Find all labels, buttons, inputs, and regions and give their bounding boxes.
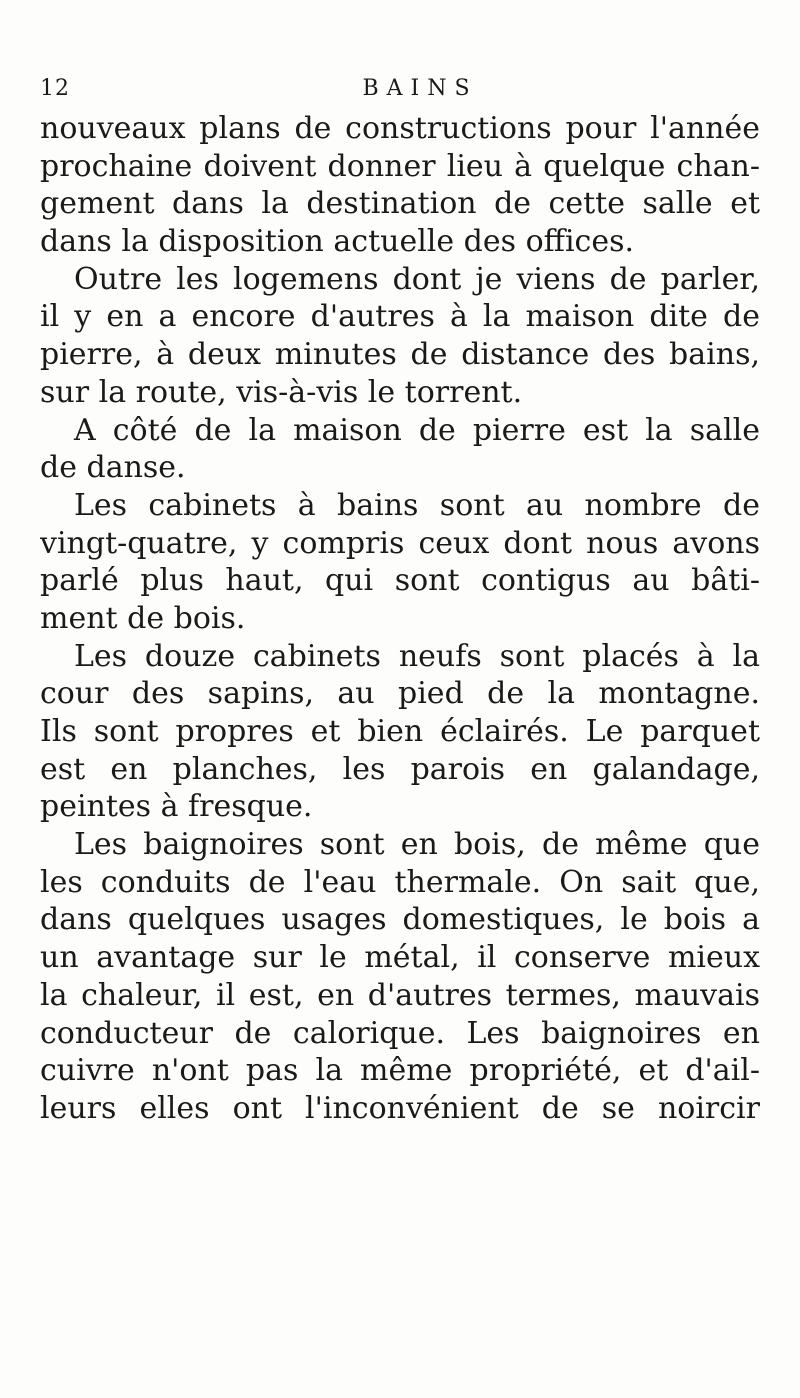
text-line: gement dans la destination de cette salle et — [40, 186, 760, 222]
text-line: de danse. — [40, 450, 186, 486]
text-line: Les douze cabinets neufs sont placés à la — [74, 638, 760, 674]
text-line: A côté de la maison de pierre est la salle — [74, 412, 760, 448]
text-line: conducteur de calorique. Les baignoires en — [40, 1015, 760, 1051]
text-line: cuivre n'ont pas la même propriété, et d'ail- — [40, 1053, 760, 1089]
text-line: cour des sapins, au pied de la montagne. — [40, 676, 760, 712]
text-line: dans quelques usages domestiques, le bois a — [40, 902, 760, 938]
body-text — [40, 110, 760, 1128]
text-line: Ils sont propres et bien éclairés. Le parquet — [40, 714, 760, 749]
text-line: les conduits de l'eau thermale. On sait que, — [40, 864, 760, 900]
text-line: peintes à fresque. — [40, 789, 313, 825]
text-line: la chaleur, il est, en d'autres termes, mauvais — [40, 977, 760, 1013]
text-line: parlé plus haut, qui sont contigus au bâti- — [40, 563, 760, 599]
text-line: vingt-quatre, y compris ceux dont nous avons — [40, 525, 760, 561]
text-line: prochaine doivent donner lieu à quelque chan- — [40, 148, 760, 184]
text-line: est en planches, les parois en galandage, — [40, 751, 760, 787]
text-line: nouveaux plans de constructions pour l'année — [40, 111, 760, 146]
text-line: un avantage sur le métal, il conserve mieux — [40, 940, 760, 976]
page-header — [40, 76, 760, 106]
text-line: ment de bois. — [40, 600, 246, 636]
text-line: pierre, à deux minutes de distance des bains, — [40, 337, 760, 373]
text-line: Les cabinets à bains sont au nombre de — [74, 487, 760, 523]
text-line: il y en a encore d'autres à la maison dite de — [40, 299, 760, 335]
running-title: BAINS — [362, 76, 478, 101]
text-line: sur la route, vis-à-vis le torrent. — [40, 374, 523, 410]
text-line: leurs elles ont l'inconvénient de se noircir — [40, 1090, 760, 1126]
text-line: Les baignoires sont en bois, de même que — [74, 827, 760, 863]
page-number: 12 — [40, 76, 70, 101]
text-line: dans la disposition actuelle des offices. — [40, 224, 635, 260]
text-line: Outre les logemens dont je viens de parler, — [74, 261, 760, 297]
